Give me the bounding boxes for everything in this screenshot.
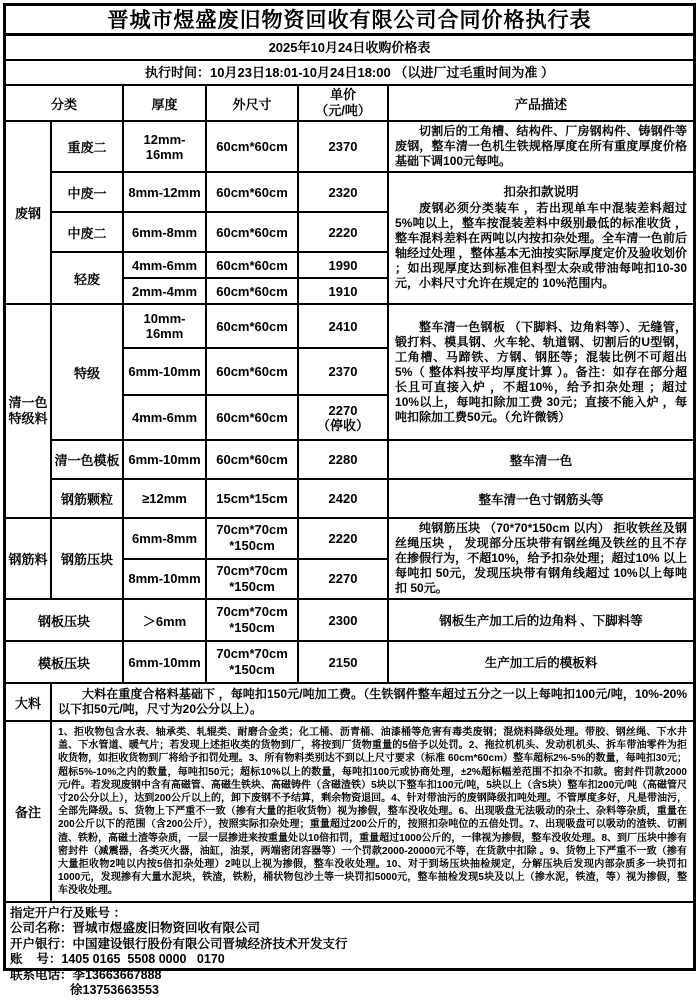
footer-contact-phone-2: 徐13753663553 (70, 983, 159, 998)
deduction-note-title: 扣杂扣款说明 (503, 185, 579, 199)
cell-description (388, 518, 693, 599)
col-header-size: 外尺寸 (206, 86, 298, 121)
size-line2: *150cm (229, 620, 275, 635)
cell-thickness: 4mm-6mm (123, 252, 206, 278)
execution-time: 执行时间：10月23日18:01-10月24日18:00 （以进厂过毛重时间为准 ） (6, 61, 693, 86)
footer-company-name: 公司名称：晋城市煜盛废旧物资回收有限公司 (10, 921, 261, 936)
cell-price: 1990 (298, 252, 388, 278)
cell-price: 2320 (298, 172, 388, 212)
size-line1: 70cm*70cm (216, 604, 288, 619)
remark-item: 4、针对带油污的废钢降级扣吨处理。不管厚度多好，凡是带油污，全部先降级。 (58, 793, 687, 818)
table-row (6, 121, 693, 172)
size-line2: *150cm (229, 578, 275, 594)
cell-subcategory: 轻废 (51, 252, 123, 304)
size-line2: *150cm (229, 538, 275, 554)
remarks-text (58, 726, 687, 898)
remarks-cell (51, 721, 693, 901)
section-label-remarks: 备注 (6, 721, 51, 901)
col-header-category: 分类 (6, 86, 123, 121)
remark-item: 6、出现吸盘无法吸动的杂土、杂料等杂质，重量在200公斤以下的范围（含200公斤），按照实际扣杂处理；重量超过200公斤的，按照扣杂吨位的五倍处罚。 (58, 806, 688, 831)
cell-price: 2280 (298, 440, 388, 479)
deduction-note-body: 废钢必须分类装车 ，若出现单车中混装差料超过 5%吨以上，整车按混装差料中级别最低的标准收货 ，整车混料差料在两吨以内按扣杂处理。全车清一色前后轴经过处理 ，整体基本无油按实际厚度定价及验收划价 ；如出现厚度达到标准但料型太杂或带油每吨扣10-30元，小料尺寸允许在规定的 10%范围内。 (395, 201, 687, 290)
footer-bank-name: 开户银行：中国建设银行股份有限公司晋城经济技术开发支行 (10, 936, 348, 951)
table-row (6, 641, 693, 683)
cell-subcategory: 特级 (51, 304, 123, 440)
heavy-scrap-description: 切割后的工角槽、结构件、厂房钢构件、铸钢件等废钢，整车清一色机生铁规格厚度在所有重度厚度价格基础下调100元每吨。 (395, 124, 687, 168)
table-row (6, 304, 693, 348)
table-row (6, 599, 693, 641)
page-title: 晋城市煜盛废旧物资回收有限公司合同价格执行表 (6, 6, 693, 36)
cell-size: 60cm*60cm (206, 440, 298, 479)
cell-price: 2370 (298, 348, 388, 395)
col-header-price (298, 86, 388, 121)
cell-description: 整车清一色寸钢筋头等 (388, 479, 693, 518)
cell-description: 整车清一色 (388, 440, 693, 479)
table-row (6, 172, 693, 212)
cell-thickness: 8mm-10mm (123, 559, 206, 600)
cell-price: 2420 (298, 479, 388, 518)
price-table (6, 86, 693, 901)
cell-description (51, 683, 693, 721)
price-header-line1: 单价 (330, 87, 357, 102)
remark-item: 7、出现吸盘可以吸动的渣铁、切割渣、铁粉，高磁土渣等杂质，一层一层掺进来按重量处以10倍扣罚，重量超过1000公斤的，一律视为掺假，整车没收处理。 (58, 819, 687, 844)
col-header-description: 产品描述 (388, 86, 693, 121)
cell-size (206, 641, 298, 683)
remark-item: 5、货物上下严重不一致（掺有大量的拒收货物）视为掺假，整车没收处理。 (118, 806, 459, 818)
cell-subcategory: 钢筋颗粒 (51, 479, 123, 518)
section-label-large-material: 大料 (6, 683, 51, 721)
remark-item: 2、拖拉机机头、发动机机头、拆车带油零件为拒收货物，如拒收货物到厂将给予扣罚处理。 (58, 740, 688, 765)
cell-size (206, 599, 298, 641)
rebar-description: 纯钢筋压块 （70*70*150cm 以内） 拒收铁丝及钢丝绳压块 ， 发现部分压块带有钢丝绳及铁丝的且不存在掺假行为，不超10%，给予扣杂处理；超过10% 以上每吨扣 50元，发现压块带有钢角线超过 10%以上每吨扣 50元。 (395, 521, 687, 595)
cell-thickness: ≥12mm (123, 479, 206, 518)
premium-label-line2: 特级料 (8, 411, 48, 426)
cell-description: 生产加工后的模板料 (388, 641, 693, 683)
section-label-scrap-steel: 废钢 (6, 121, 51, 304)
price-value: 2270 (328, 402, 358, 418)
cell-price: 2150 (298, 641, 388, 683)
cell-size: 60cm*60cm (206, 395, 298, 440)
cell-size: 15cm*15cm (206, 479, 298, 518)
remark-item: 9、货物上下严重不一致（掺有大量拒收物2吨以内按5倍扣杂处理）2吨以上视为掺假，整车没收处理。 (58, 845, 688, 871)
footer-account-number: 账 号：1405 0165 5508 0000 0170 (10, 952, 225, 967)
cell-price: 2270 (298, 559, 388, 600)
table-row (6, 721, 693, 901)
cell-size: 60cm*60cm (206, 172, 298, 212)
remark-item: 3、所有物料类别达不到以上尺寸要求（标准 60cm*60cm）整车超标2%-5%的数量，每吨扣30元；超标5%-10%之内的数量，每吨扣50元；超标10%以上的数量，每吨扣100元或协商处理，±2%超标幅差范围不扣杂不扣款。密封件罚款2000元/件。若发现废钢中含有高磁管、高磁生铁块、高磁铸件（含磁渣铁）5块以下整车扣100元/吨，5块以上（含5块）整车扣200元/吨（高磁管尺寸20公分以上），达到200公斤以上的，卸下废钢不予结算，剩余物资退回。 (58, 753, 687, 805)
large-material-description: 大料在重度合格料基础下 ，每吨扣150元/吨加工费。（生铁钢件整车超过五分之一以上每吨扣100元/吨，10%-20% 以下扣50元/吨，尺寸为20公分以上）。 (58, 687, 687, 716)
cell-subcategory: 钢筋压块 (51, 518, 123, 599)
cell-price: 2220 (298, 212, 388, 252)
size-line1: 70cm*70cm (216, 562, 288, 578)
cell-subcategory: 清一色模板 (51, 440, 123, 479)
table-row (6, 518, 693, 559)
cell-thickness: 10mm-16mm (123, 304, 206, 348)
cell-price: 2370 (298, 121, 388, 172)
cell-size: 60cm*60cm (206, 252, 298, 278)
cell-price: 2300 (298, 599, 388, 641)
cell-size: 60cm*60cm (206, 348, 298, 395)
cell-size: 60cm*60cm (206, 304, 298, 348)
cell-price (298, 395, 388, 440)
cell-thickness: 12mm-16mm (123, 121, 206, 172)
cell-thickness: 6mm-10mm (123, 348, 206, 395)
cell-thickness: 4mm-6mm (123, 395, 206, 440)
cell-thickness: 6mm-8mm (123, 212, 206, 252)
table-row (6, 440, 693, 479)
size-line1: 70cm*70cm (216, 522, 288, 538)
cell-description: 钢板生产加工后的边角料 、下脚料等 (388, 599, 693, 641)
section-label-premium (6, 304, 51, 518)
price-header-line2: （元/吨） (315, 103, 371, 118)
bank-info-footer (6, 901, 693, 1001)
premium-description: 整车清一色钢板 （下脚料、边角料等）、无缝管， 锻打料、模具钢、火车轮、轨道钢、切割后的U型钢，工角槽、马蹄铁、方钢、钢胚等；混装比例不可超出 5%（ 整体料按平均厚度计算 ）。备注：如存在部分超长且可直接入炉 ，不超10%，给予扣杂处理 ；超过10%以上，每吨扣除加工费 30元；直接不能入炉 ，每吨扣除加工费50元。（允许微锈） (395, 319, 687, 424)
size-line1: 70cm*70cm (216, 646, 288, 661)
cell-subcategory: 中废一 (51, 172, 123, 212)
remark-item: 8、到厂压块中掺有密封件（减震器，各类灭火器，油缸，油泵，两端密闭容器等）一个罚款2000-20000元不等，在货款中扣除 。 (58, 832, 688, 857)
cell-thickness: 8mm-12mm (123, 172, 206, 212)
cell-description (388, 172, 693, 304)
footer-heading: 指定开户行及账号 ： (10, 905, 126, 920)
cell-price: 2410 (298, 304, 388, 348)
size-line2: *150cm (229, 662, 275, 677)
remark-item: 1、拒收物包含水表、轴承类、轧辊类、耐磨合金类；化工桶、沥青桶、油漆桶等危害有毒类废钢；混烧料降级处理。带胶、钢丝绳、下水井盖、下水管道、暖气片；若发现上述拒收类的货物到厂，将按到厂货物重量的5倍予以处罚。 (58, 727, 687, 752)
cell-thickness: 6mm-10mm (123, 641, 206, 683)
document (3, 3, 696, 998)
table-row (6, 479, 693, 518)
premium-label-line1: 清一色 (8, 395, 48, 410)
cell-size: 60cm*60cm (206, 278, 298, 304)
cell-subcategory: 中废二 (51, 212, 123, 252)
section-label-steel-plate-block: 钢板压块 (6, 599, 123, 641)
table-row (6, 683, 693, 721)
cell-size (206, 559, 298, 600)
cell-description (388, 121, 693, 172)
cell-price: 1910 (298, 278, 388, 304)
cell-price: 2220 (298, 518, 388, 559)
cell-thickness: 6mm-8mm (123, 518, 206, 559)
cell-size: 60cm*60cm (206, 121, 298, 172)
date-subtitle: 2025年10月24日收购价格表 (6, 36, 693, 61)
section-label-rebar: 钢筋料 (6, 518, 51, 599)
cell-size (206, 518, 298, 559)
remark-item: 10、对于到场压块抽检规定，分解压块后发现内部杂质多一块罚扣1000元，发现掺有大量水泥块，铁渣，铁粉，桶状物包沙土等一块罚扣5000元，整车抽检发现5块及以上（掺水泥，铁渣，等）视为掺假，整车没收处理。 (58, 859, 688, 897)
table-header-row (6, 86, 693, 121)
cell-thickness: 6mm-10mm (123, 440, 206, 479)
price-suspended-note: （停收） (317, 417, 370, 433)
cell-description (388, 304, 693, 440)
cell-subcategory: 重废二 (51, 121, 123, 172)
cell-size: 60cm*60cm (206, 212, 298, 252)
footer-contact-phone: 联系电话：李13663667888 (10, 967, 162, 982)
cell-thickness: 2mm-4mm (123, 278, 206, 304)
cell-thickness: ＞6mm (123, 599, 206, 641)
col-header-thickness: 厚度 (123, 86, 206, 121)
section-label-template-block: 模板压块 (6, 641, 123, 683)
